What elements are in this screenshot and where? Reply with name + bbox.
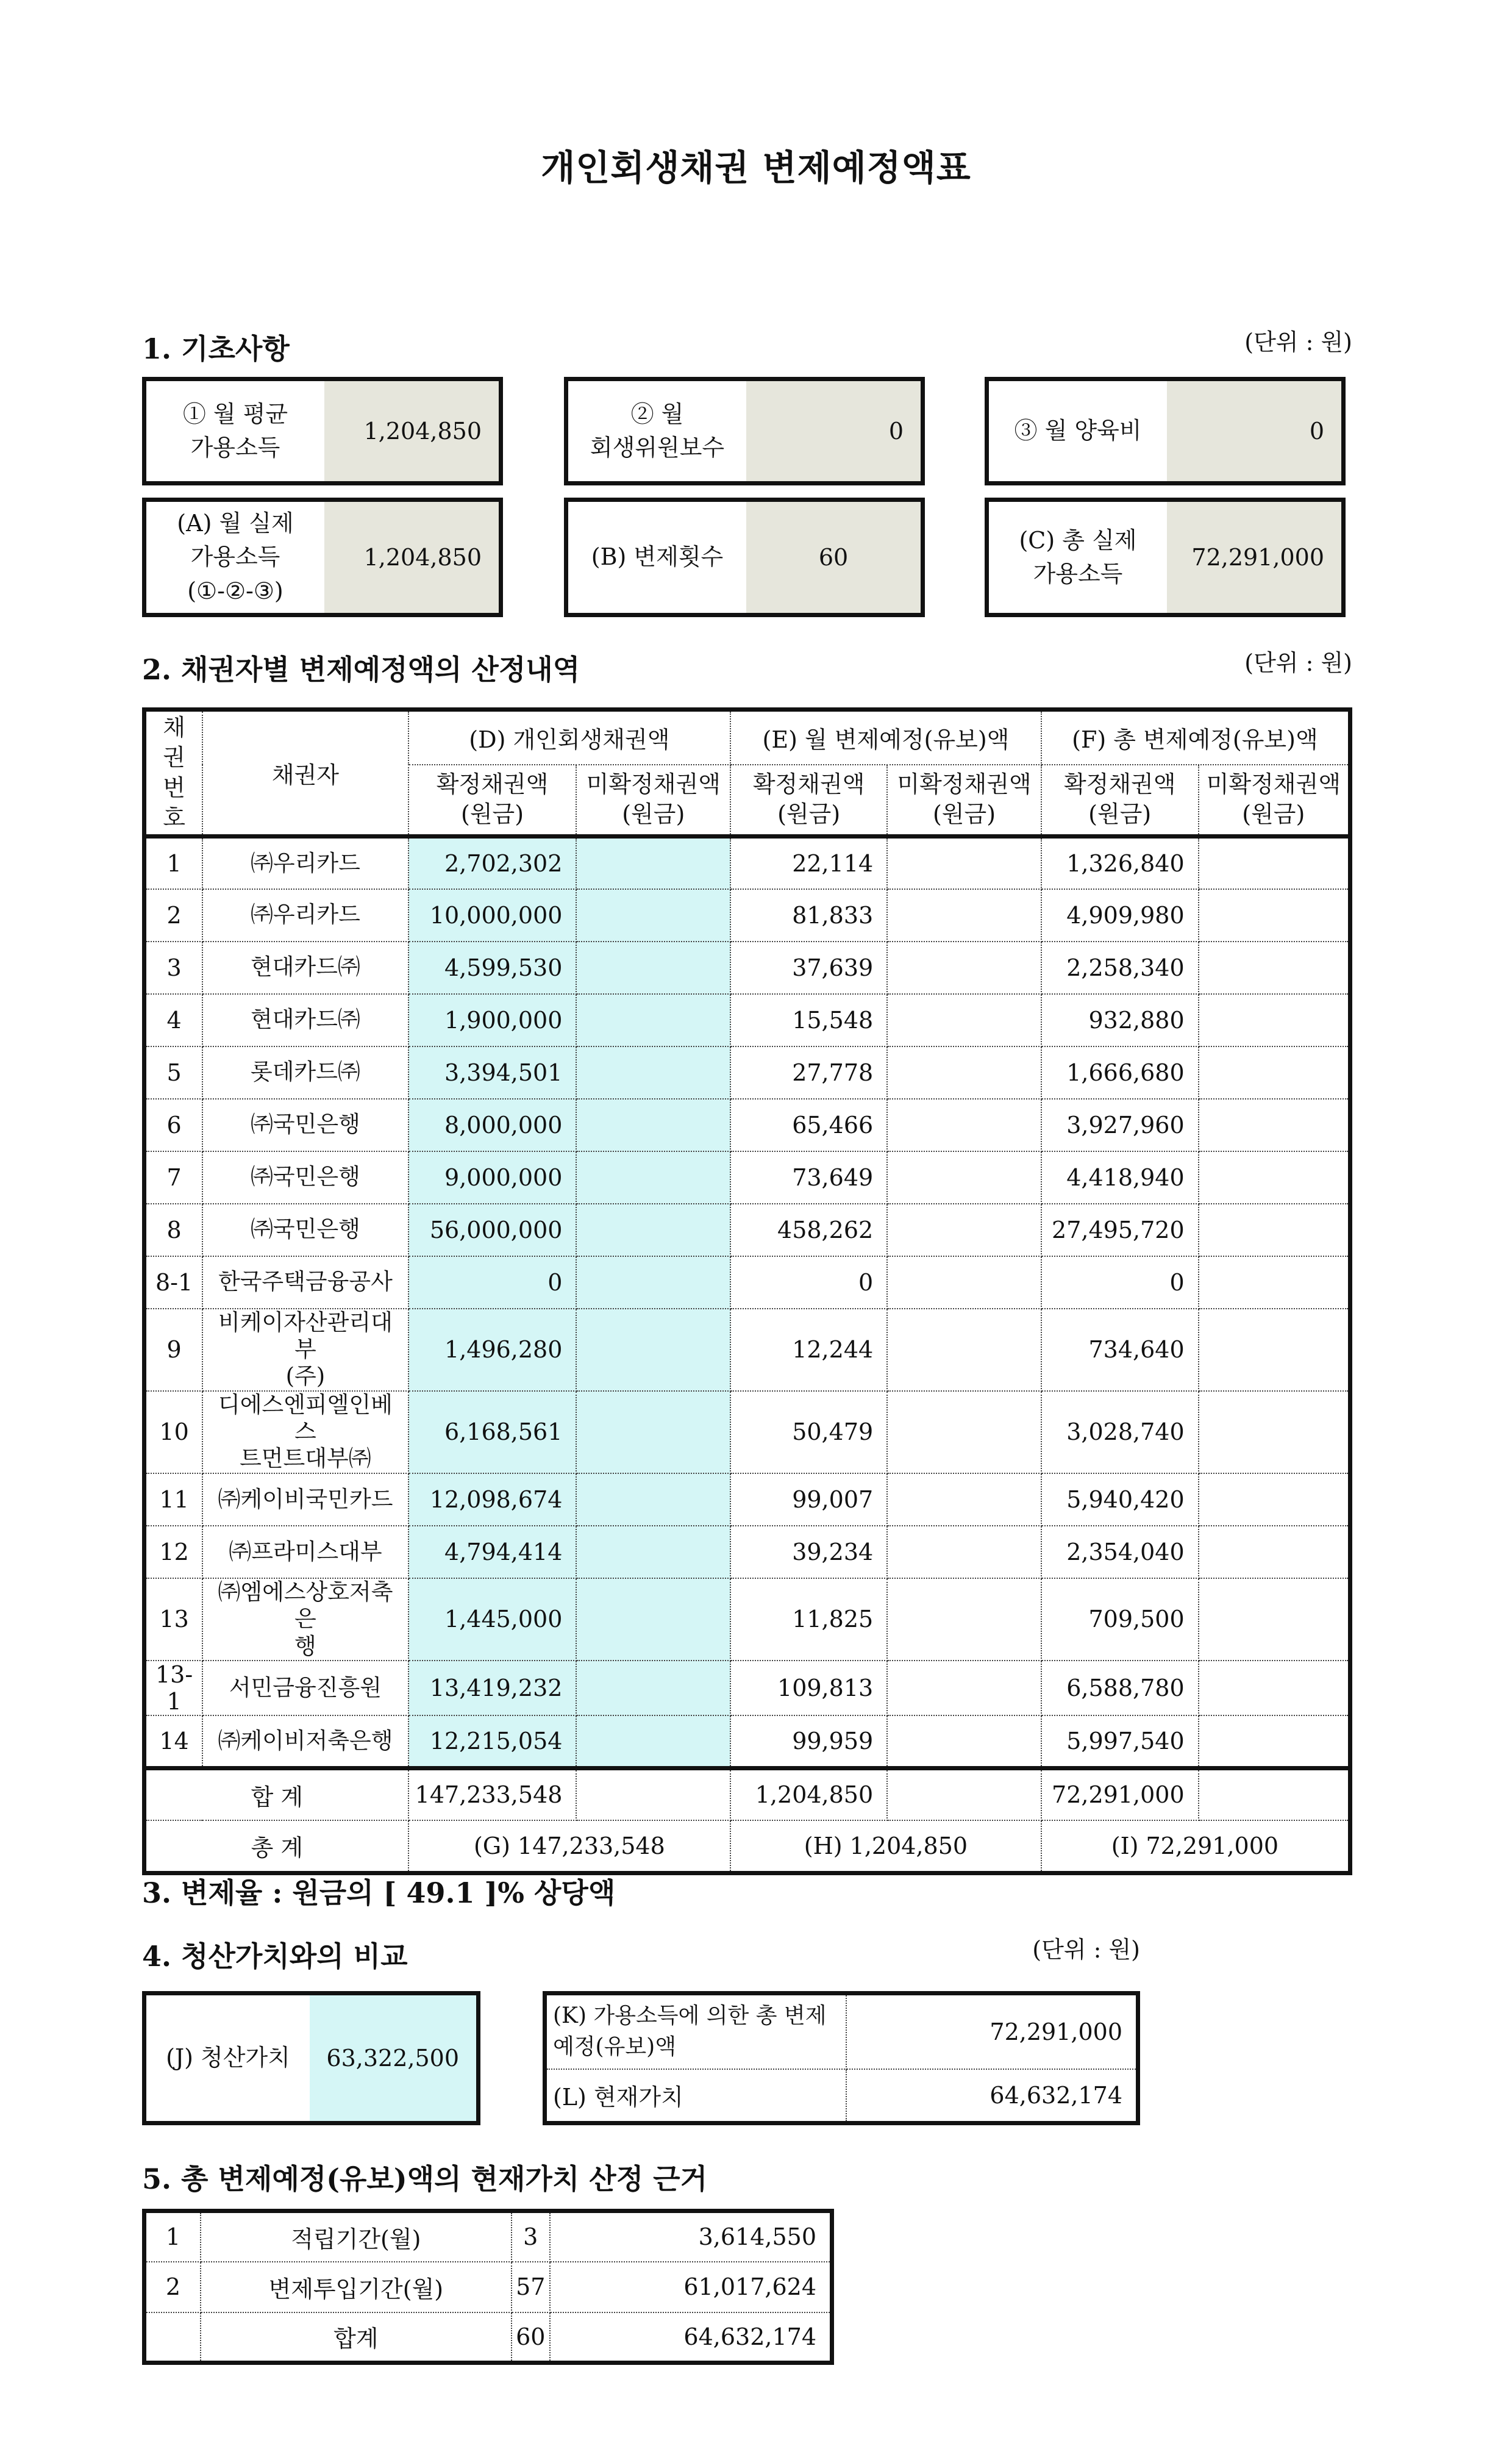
total-actual-income-box [985, 498, 1346, 617]
row-f-unconfirmed [1199, 1256, 1350, 1309]
row-d-unconfirmed [576, 1309, 730, 1391]
monthly-actual-income-box [142, 498, 503, 617]
row-f-unconfirmed [1199, 1526, 1350, 1578]
basis-no [144, 2312, 201, 2363]
row-e-unconfirmed [887, 1526, 1041, 1578]
section5-heading: 5. 총 변제예정(유보)액의 현재가치 산정 근거 [142, 2162, 708, 2195]
present-value-basis-table [142, 2209, 834, 2365]
row-f-confirmed: 734,640 [1041, 1309, 1199, 1391]
monthly-trustee-fee-box [564, 377, 925, 485]
row-d-unconfirmed [576, 889, 730, 942]
row-d-unconfirmed [576, 1715, 730, 1768]
total-h: (H) 1,204,850 [730, 1820, 1041, 1873]
table-row [144, 994, 1350, 1046]
header-e-unconfirmed: 미확정채권액 (원금) [887, 765, 1041, 837]
row-d-unconfirmed [576, 1661, 730, 1715]
header-e: (E) 월 변제예정(유보)액 [730, 710, 1041, 765]
row-creditor: ㈜케이비국민카드 [202, 1473, 408, 1526]
row-no: 11 [144, 1473, 203, 1526]
header-no: 채권 번호 [144, 710, 203, 837]
row-creditor: 롯데카드㈜ [202, 1046, 408, 1099]
row-creditor: 비케이자산관리대부 (주) [202, 1309, 408, 1391]
row-no: 5 [144, 1046, 203, 1099]
row-creditor: 현대카드㈜ [202, 942, 408, 994]
row-creditor: 서민금융진흥원 [202, 1661, 408, 1715]
row-e-confirmed: 458,262 [730, 1204, 887, 1256]
monthly-avg-income-label: ① 월 평균 가용소득 [182, 400, 288, 461]
row-d-confirmed: 6,168,561 [408, 1391, 577, 1473]
monthly-avg-income-value: 1,204,850 [324, 381, 499, 481]
row-no: 7 [144, 1151, 203, 1204]
row-e-confirmed: 11,825 [730, 1578, 887, 1661]
row-d-confirmed: 8,000,000 [408, 1099, 577, 1151]
page-title: 개인회생채권 변제예정액표 [541, 147, 971, 188]
liquidation-value-label: (J) 청산가치 [166, 2044, 290, 2072]
row-e-unconfirmed [887, 889, 1041, 942]
row-e-confirmed: 37,639 [730, 942, 887, 994]
row-creditor: ㈜국민은행 [202, 1151, 408, 1204]
row-creditor: 한국주택금융공사 [202, 1256, 408, 1309]
row-d-confirmed: 2,702,302 [408, 837, 577, 889]
header-creditor: 채권자 [202, 710, 408, 837]
subtotal-label: 합 계 [144, 1768, 408, 1820]
row-e-unconfirmed [887, 1099, 1041, 1151]
row-d-unconfirmed [576, 1391, 730, 1473]
basis-label: 합계 [201, 2312, 512, 2363]
row-e-unconfirmed [887, 1204, 1041, 1256]
row-f-unconfirmed [1199, 1046, 1350, 1099]
basis-months: 3 [512, 2211, 550, 2262]
header-f-unconfirmed: 미확정채권액 (원금) [1199, 765, 1350, 837]
table-row [144, 1578, 1350, 1661]
row-e-confirmed: 39,234 [730, 1526, 887, 1578]
row-e-confirmed: 15,548 [730, 994, 887, 1046]
row-no: 13-1 [144, 1661, 203, 1715]
row-f-unconfirmed [1199, 837, 1350, 889]
row-d-confirmed: 4,599,530 [408, 942, 577, 994]
table-row [144, 1715, 1350, 1768]
row-no: 6 [144, 1099, 203, 1151]
row-d-confirmed: 9,000,000 [408, 1151, 577, 1204]
row-creditor: 디에스엔피엘인베스 트먼트대부㈜ [202, 1391, 408, 1473]
row-creditor: ㈜국민은행 [202, 1099, 408, 1151]
row-no: 13 [144, 1578, 203, 1661]
table-row [144, 2312, 832, 2363]
row-f-confirmed: 3,028,740 [1041, 1391, 1199, 1473]
row-e-confirmed: 12,244 [730, 1309, 887, 1391]
row-e-unconfirmed [887, 1256, 1041, 1309]
table-row [144, 1204, 1350, 1256]
monthly-actual-income-value: 1,204,850 [324, 502, 499, 613]
table-row [144, 1151, 1350, 1204]
row-f-unconfirmed [1199, 1309, 1350, 1391]
subtotal-f: 72,291,000 [1041, 1768, 1199, 1820]
row-f-confirmed: 3,927,960 [1041, 1099, 1199, 1151]
table-row [144, 1046, 1350, 1099]
row-e-unconfirmed [887, 1473, 1041, 1526]
row-no: 10 [144, 1391, 203, 1473]
row-e-confirmed: 65,466 [730, 1099, 887, 1151]
row-creditor: 현대카드㈜ [202, 994, 408, 1046]
monthly-child-support-box [985, 377, 1346, 485]
subtotal-d: 147,233,548 [408, 1768, 577, 1820]
row-d-confirmed: 56,000,000 [408, 1204, 577, 1256]
liquidation-value-box [142, 1991, 480, 2125]
header-d-confirmed: 확정채권액 (원금) [408, 765, 577, 837]
row-creditor: ㈜우리카드 [202, 837, 408, 889]
table-row [144, 942, 1350, 994]
row-e-confirmed: 99,959 [730, 1715, 887, 1768]
row-e-confirmed: 27,778 [730, 1046, 887, 1099]
present-value-value: 64,632,174 [990, 2081, 1122, 2109]
row-f-confirmed: 6,588,780 [1041, 1661, 1199, 1715]
table-row [144, 1473, 1350, 1526]
row-d-unconfirmed [576, 1099, 730, 1151]
total-repayment-label: (K) 가용소득에 의한 총 변제 예정(유보)액 [545, 1994, 847, 2069]
table-row [144, 837, 1350, 889]
row-f-confirmed: 1,666,680 [1041, 1046, 1199, 1099]
row-f-unconfirmed [1199, 1473, 1350, 1526]
row-d-confirmed: 10,000,000 [408, 889, 577, 942]
row-no: 3 [144, 942, 203, 994]
total-repayment-value: 72,291,000 [846, 1994, 1138, 2069]
table-row [144, 1391, 1350, 1473]
repayment-count-label: (B) 변제횟수 [591, 543, 724, 571]
row-d-unconfirmed [576, 994, 730, 1046]
row-f-confirmed: 2,258,340 [1041, 942, 1199, 994]
section2-heading: 2. 채권자별 변제예정액의 산정내역 [142, 653, 580, 686]
row-no: 14 [144, 1715, 203, 1768]
row-f-unconfirmed [1199, 1661, 1350, 1715]
header-d: (D) 개인회생채권액 [408, 710, 730, 765]
basis-amount: 64,632,174 [683, 2323, 816, 2350]
repayment-rate: 3. 변제율 : 원금의 [ 49.1 ]% 상당액 [142, 1876, 616, 1909]
basis-no: 1 [144, 2211, 201, 2262]
monthly-trustee-fee-label: ② 월 회생위원보수 [590, 400, 725, 461]
subtotal-e: 1,204,850 [730, 1768, 887, 1820]
row-e-unconfirmed [887, 942, 1041, 994]
row-no: 4 [144, 994, 203, 1046]
row-d-unconfirmed [576, 837, 730, 889]
row-f-confirmed: 2,354,040 [1041, 1526, 1199, 1578]
table-row [144, 1661, 1350, 1715]
row-creditor: ㈜우리카드 [202, 889, 408, 942]
row-creditor: ㈜케이비저축은행 [202, 1715, 408, 1768]
row-d-unconfirmed [576, 1046, 730, 1099]
total-actual-income-label: (C) 총 실제 가용소득 [1019, 526, 1137, 587]
row-e-confirmed: 109,813 [730, 1661, 887, 1715]
row-e-confirmed: 50,479 [730, 1391, 887, 1473]
monthly-child-support-label: ③ 월 양육비 [1014, 417, 1142, 445]
basis-months: 60 [512, 2312, 550, 2363]
total-g: (G) 147,233,548 [408, 1820, 730, 1873]
table-row [144, 2262, 832, 2312]
row-e-unconfirmed [887, 1151, 1041, 1204]
row-d-unconfirmed [576, 1473, 730, 1526]
row-f-unconfirmed [1199, 1204, 1350, 1256]
row-f-unconfirmed [1199, 1391, 1350, 1473]
row-f-confirmed: 27,495,720 [1041, 1204, 1199, 1256]
header-e-confirmed: 확정채권액 (원금) [730, 765, 887, 837]
subtotal-d-unconfirmed [576, 1768, 730, 1820]
row-e-unconfirmed [887, 1046, 1041, 1099]
table-row [144, 1099, 1350, 1151]
row-e-unconfirmed [887, 837, 1041, 889]
row-f-unconfirmed [1199, 1715, 1350, 1768]
row-e-confirmed: 22,114 [730, 837, 887, 889]
monthly-trustee-fee-value: 0 [746, 381, 921, 481]
monthly-child-support-value: 0 [1167, 381, 1341, 481]
row-f-confirmed: 5,940,420 [1041, 1473, 1199, 1526]
row-f-confirmed: 5,997,540 [1041, 1715, 1199, 1768]
row-creditor: ㈜프라미스대부 [202, 1526, 408, 1578]
subtotal-e-unconfirmed [887, 1768, 1041, 1820]
row-no: 9 [144, 1309, 203, 1391]
section1-heading: 1. 기초사항 [142, 332, 290, 365]
creditor-table [142, 707, 1352, 1875]
row-f-confirmed: 709,500 [1041, 1578, 1199, 1661]
row-d-confirmed: 3,394,501 [408, 1046, 577, 1099]
row-d-confirmed: 12,098,674 [408, 1473, 577, 1526]
row-creditor: ㈜국민은행 [202, 1204, 408, 1256]
row-d-confirmed: 12,215,054 [408, 1715, 577, 1768]
row-d-confirmed: 1,496,280 [408, 1309, 577, 1391]
row-e-confirmed: 0 [730, 1256, 887, 1309]
row-d-confirmed: 4,794,414 [408, 1526, 577, 1578]
header-f: (F) 총 변제예정(유보)액 [1041, 710, 1350, 765]
row-no: 1 [144, 837, 203, 889]
row-f-unconfirmed [1199, 1151, 1350, 1204]
row-d-unconfirmed [576, 942, 730, 994]
repayment-count-value: 60 [746, 502, 921, 613]
basis-label: 변제투입기간(월) [201, 2262, 512, 2312]
row-d-unconfirmed [576, 1151, 730, 1204]
basis-no: 2 [144, 2262, 201, 2312]
row-no: 12 [144, 1526, 203, 1578]
unit-label-4: (단위 : 원) [1032, 1936, 1140, 1963]
row-f-unconfirmed [1199, 889, 1350, 942]
header-d-unconfirmed: 미확정채권액 (원금) [576, 765, 730, 837]
total-label: 총 계 [144, 1820, 408, 1873]
basis-months: 57 [512, 2262, 550, 2312]
row-no: 8 [144, 1204, 203, 1256]
table-row [144, 1256, 1350, 1309]
comparison-table [543, 1991, 1140, 2125]
unit-label-2: (단위 : 원) [1244, 649, 1352, 676]
section4-heading: 4. 청산가치와의 비교 [142, 1940, 408, 1973]
unit-label-1: (단위 : 원) [1244, 329, 1352, 356]
row-f-unconfirmed [1199, 1099, 1350, 1151]
row-d-confirmed: 1,445,000 [408, 1578, 577, 1661]
row-e-unconfirmed [887, 1661, 1041, 1715]
basis-label: 적립기간(월) [201, 2211, 512, 2262]
row-no: 2 [144, 889, 203, 942]
row-f-confirmed: 0 [1041, 1256, 1199, 1309]
row-no: 8-1 [144, 1256, 203, 1309]
row-d-unconfirmed [576, 1578, 730, 1661]
row-d-unconfirmed [576, 1526, 730, 1578]
row-e-unconfirmed [887, 1578, 1041, 1661]
row-d-confirmed: 13,419,232 [408, 1661, 577, 1715]
row-e-unconfirmed [887, 1715, 1041, 1768]
subtotal-f-unconfirmed [1199, 1768, 1350, 1820]
total-i: (I) 72,291,000 [1041, 1820, 1350, 1873]
row-creditor: ㈜엠에스상호저축은 행 [202, 1578, 408, 1661]
row-f-confirmed: 4,418,940 [1041, 1151, 1199, 1204]
header-f-confirmed: 확정채권액 (원금) [1041, 765, 1199, 837]
monthly-actual-income-label: (A) 월 실제 가용소득 (①-②-③) [177, 510, 294, 604]
row-e-unconfirmed [887, 1391, 1041, 1473]
row-f-confirmed: 4,909,980 [1041, 889, 1199, 942]
table-row [144, 1526, 1350, 1578]
row-d-confirmed: 1,900,000 [408, 994, 577, 1046]
row-d-confirmed: 0 [408, 1256, 577, 1309]
row-f-unconfirmed [1199, 942, 1350, 994]
row-e-confirmed: 99,007 [730, 1473, 887, 1526]
row-e-unconfirmed [887, 994, 1041, 1046]
monthly-avg-income-box [142, 377, 503, 485]
row-f-confirmed: 932,880 [1041, 994, 1199, 1046]
row-e-confirmed: 81,833 [730, 889, 887, 942]
table-row [144, 2211, 832, 2262]
total-actual-income-value: 72,291,000 [1167, 502, 1341, 613]
row-d-unconfirmed [576, 1256, 730, 1309]
row-f-unconfirmed [1199, 1578, 1350, 1661]
row-e-confirmed: 73,649 [730, 1151, 887, 1204]
basis-amount: 3,614,550 [550, 2211, 832, 2262]
basis-amount: 61,017,624 [550, 2262, 832, 2312]
table-row [144, 1309, 1350, 1391]
row-e-unconfirmed [887, 1309, 1041, 1391]
liquidation-value: 63,322,500 [310, 1995, 476, 2121]
row-f-confirmed: 1,326,840 [1041, 837, 1199, 889]
table-row [144, 889, 1350, 942]
row-d-unconfirmed [576, 1204, 730, 1256]
repayment-count-box [564, 498, 925, 617]
row-f-unconfirmed [1199, 994, 1350, 1046]
present-value-label: (L) 현재가치 [545, 2069, 847, 2123]
